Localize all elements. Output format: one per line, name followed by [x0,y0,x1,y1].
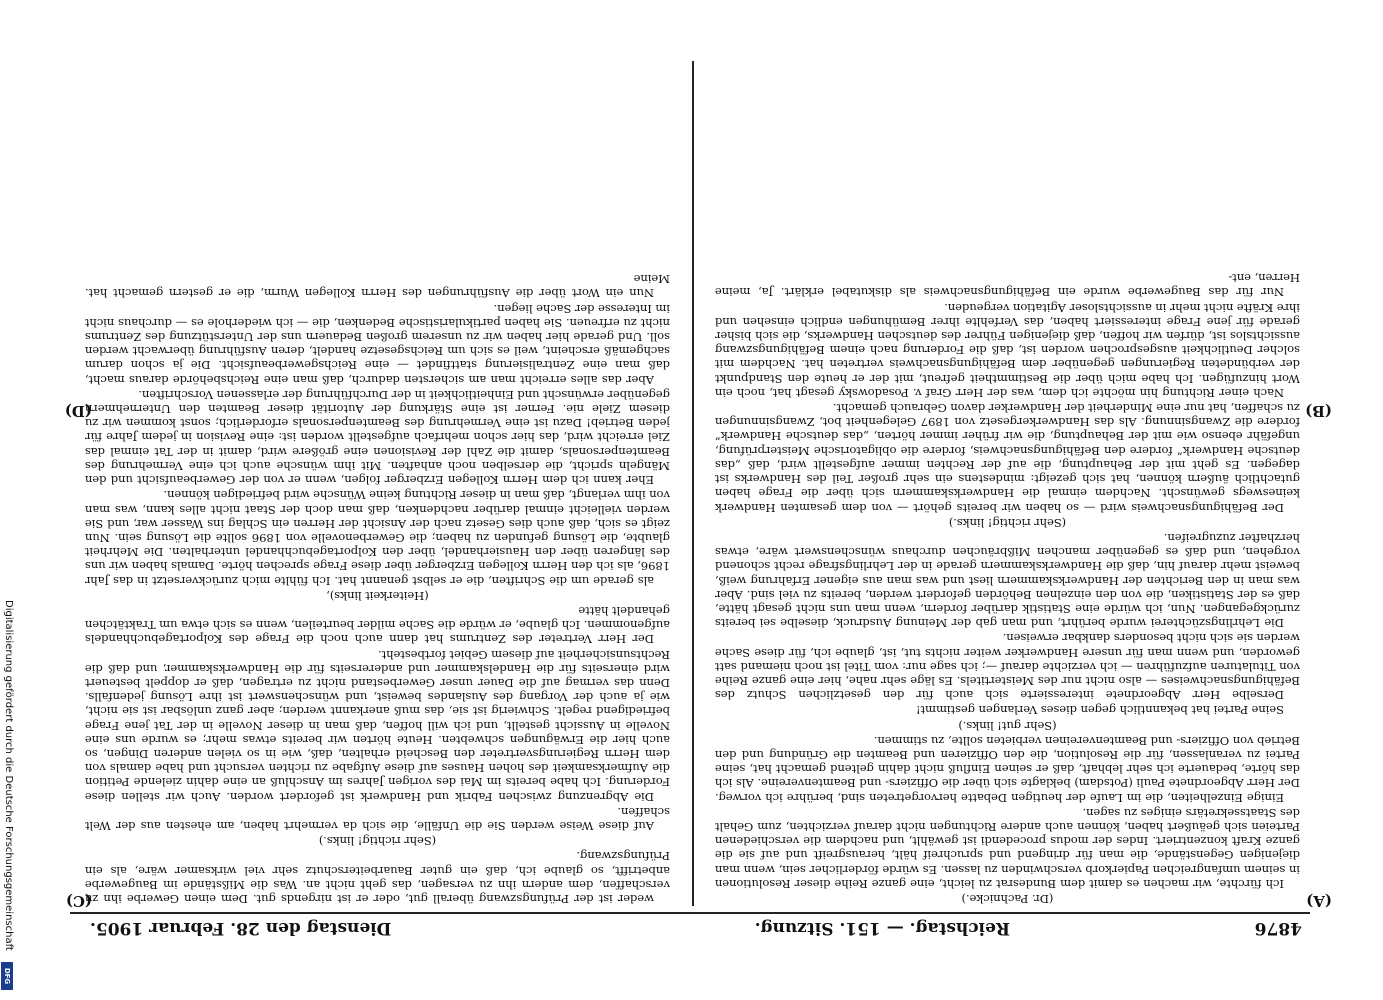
paragraph: (Heiterkeit links), [326,588,429,603]
page-number: 4876 [1254,918,1302,938]
margin-marker-a: (A) [1306,892,1332,910]
paragraph: Derselbe Herr Abgeordnete interessierte sich auch für den gesetzlichen Schutz des Befähigungsnachweises — also nicht nur des Meistertitels. Es läge sehr nahe, hier eine ganze Reihe von Titulaturen aufzuführen — ich verzichte darauf —; ich sage nur: vom Titel ist noch niemand satt geworden, und wenn man für unsere Handwerker weiter nichts tut, ist, glaube ich, für diese Sache werden sie sich nicht besonders dankbar erweisen. [715,631,1300,703]
paragraph: Ich fürchte, wir machen es damit dem Bundesrat zu leicht, eine ganze Reihe dieser Resolutionen in seinem umfangreichen Papierkorb verschwinden zu lassen. Es würde förderlicher sein, wenn man diejenigen Gegenstände, die man für dringend und spruchreif hält, herausgreift und auf sie die ganze Kraft konzentriert. Indes der modus procedendi ist gewählt, und nachdem die verschiedenen Parteien sich geäußert haben, können auch andere Richtungen nicht darauf verzichten, zum Gehalt des Staatssekretärs einiges zu sagen. [715,805,1300,891]
paragraph: Nun ein Wort über die Ausführungen des Herrn Kollegen Wurm, die er gestern gemacht hat. Meine [85,272,670,301]
session-title: Reichstag. — 151. Sitzung. [754,918,1010,938]
margin-marker-c: (C) [65,892,92,910]
column-divider [692,61,694,906]
paragraph: Nach einer Richtung hin möchte ich dem, was der Herr Graf v. Posadowsky gesagt hat, noch ein Wort hinzufügen. Ich habe mich über die Bestimmtheit gefreut, mit der er heute den Standpunkt der verbündeten Regierungen gegenüber dem Befähigungsnachweis vertreten hat. Nachdem mit solcher Deutlichkeit ausgesprochen worden ist, daß die Forderung nach einem Befähigungszwang aussichtslos ist, dürfen wir hoffen, daß diejenigen Führer des deutschen Handwerks, die sich bisher gerade für jene Frage interessiert haben, das Verfehlte ihrer Bemühungen endlich einsehen und ihre Kräfte nicht mehr in aussichtsloser Agitation vergeuden. [715,300,1300,400]
paragraph: Die Abgrenzung zwischen Fabrik und Handwerk ist gefordert worden. Auch wir stellen diese Forderung. Ich habe bereits im Mai des vorigen Jahres im Anschluß an eine dahin zielende Petition die Aufmerksamkeit des hohen Hauses auf diese Aufgabe zu richten versucht und habe damals von dem Herrn Regierungsvertreter den Bescheid erhalten, daß, wie in so vielen anderen Dingen, so auch hier die Erwägungen schwebten. Heute hörten wir bereits etwas mehr; es wurde uns eine Novelle in Aussicht gestellt, und ich will hoffen, daß man in dieser Novelle in der Tat jene Frage befriedigend regelt. Schwierig ist sie, das muß anerkannt werden; aber ganz unlösbar ist sie nicht, wie ja auch der Vorgang des Auslandes beweist, und wünschenswert ist ihre Lösung jedenfalls. Denn das vermag auf die Dauer unser Gewerbestand nicht zu ertragen, daß er doppelt besteuert wird einerseits für die Handelskammer und andererseits für die Handwerkskammer, und daß die Rechtsunsicherheit auf diesem Gebiet fortbesteht. [85,647,670,804]
paragraph: (Sehr richtig! links.) [318,834,437,849]
paragraph: Aber das alles erreicht man am sichersten dadurch, daß man eine Reichsbehörde daraus macht, daß man eine Zentralisierung stattfindet — eine Reichsgewerbeaufsicht. Die ja schon darum sachgemäß erscheint, weil es sich um Reichsgesetze handelt, deren Ausführung überwacht werden soll. Und gerade hier haben wir zu unserem großen Bedauern uns der Unterstützung des Zentrums nicht zu erfreuen. Sie haben partikularistische Bedenken, die — ich wiederhole es — durchaus nicht im Interesse der Sache liegen. [85,301,670,387]
margin-marker-b: (B) [1305,402,1332,420]
paragraph: Eher kann ich dem Herrn Kollegen Erzberger folgen, wenn er von der Gewerbeaufsicht und den Mängeln spricht, die derselben noch anhaften. Mit ihm wünsche auch ich eine Vermehrung des Beamtenpersonals, damit die Zahl der Revisionen eine größere wird, damit in der Tat einmal das Ziel erreicht wird, das hier schon mehrfach aufgestellt worden ist: eine Revision in jedem Jahre für jeden Betrieb! Dazu ist eine Vermehrung des Beamtenpersonals erforderlich; sonst kommen wir zu diesem Ziele nie. Ferner ist eine Stärkung der Autorität dieser Beamten den Unternehmern gegenüber erwünscht und Einheitlichkeit in der Durchführung der erlassenen Vorschriften. [85,387,670,488]
paragraph: Seine Partei hat bekanntlich gegen dieses Verlangen gestimmt! [916,703,1284,718]
session-date: Dienstag den 28. Februar 1905. [90,918,392,938]
paragraph: (Sehr gut! links.) [958,718,1057,733]
digitization-credit: Digitalisierung gefördert durch die Deutsche Forschungsgemeinschaft [3,600,14,951]
paragraph: weder ist der Prüfungszwang überall gut, oder er ist nirgends gut. Dem einen Gewerbe ihn zu verschaffen, dem andern ihn zu versagen, das geht nicht an. Was die Mißstände im Baugewerbe anbetrifft, so glaube ich, daß ein guter Bauarbeiterschutz sehr viel wirksamer wäre, als ein Prüfungszwang. [85,849,670,906]
paragraph: (Dr. Pachnicke.) [961,892,1054,906]
paragraph: Die Lehrlingszüchterei wurde berührt, und man gab der Meinung Ausdruck, dieselbe sei bereits zurückgegangen. Nun, ich würde eine Statistik darüber fordern, wenn man uns nicht gesagt hätte, daß es der Statistiken, die von den einzelnen Behörden gefordert werden, bereits zu viel sind. Aber was man in den Berichten der Handwerkskammern liest und was man aus eigener Erfahrung weiß, beweist mehr darauf hin, daß die Handwerkskammern gerade in der Lehrlingsfrage recht schonend vorgehen, und daß es gegenüber manchen Mißbräuchen durchaus wünschenswert wäre, etwas herzhafter zuzugreifen. [715,530,1300,631]
dfg-logo [1,962,13,990]
page-header [70,912,1310,940]
paragraph: Auf diese Weise werden Sie die Unfälle, die sich da vermehrt haben, am ehesten aus der Welt schaffen. [85,804,670,833]
rotated-sheet [64,55,1332,940]
paragraph: Nur für das Baugewerbe wurde ein Befähigungsnachweis als diskutabel erklärt. Ja, meine Herren, ent- [715,271,1300,300]
paragraph: als gerade um die Schriften, die er selbst genannt hat. Ich fühlte mich zurückversetzt in das Jahr 1896, als ich den Herrn Kollegen Erzberger über diese Frage sprechen hörte. Damals haben wir uns des längeren über den Hausierhandel, über den Kolportagebuchhandel unterhalten. Die Mehrheit glaubte, die Lösung gefunden zu haben; die Gewerbenovelle von 1896 sollte die Lösung sein. Nun zeigt es sich, daß auch dies Gesetz nach der Ansicht der Herren ein Schlag ins Wasser war, und Sie werden vielleicht einmal darüber nachdenken, daß man doch der Staat nicht alles kann, was man von ihm verlangt, daß man in dieser Richtung keine Wünsche wird befriedigen können. [85,488,670,588]
paragraph: Der Befähigungsnachweis wird — so haben wir bereits gehört — von dem gesamten Handwerk keineswegs gewünscht. Nachdem einmal die Handwerkskammern sich über die Frage haben gutachtlich äußern können, hat sich gezeigt: mindestens ein sehr großer Teil des Handwerks ist dagegen. Es geht mit der Behauptung, die auf der Rechten immer aufgestellt wird, daß „das deutsche Handwerk“ fordere den Befähigungsnachweis, fordere die obligatorische Meisterprüfung, ungefähr ebenso wie mit der Behauptung, die wir früher immer hörten, „das deutsche Handwerk“ fordere die Zwangsinnung. Als das Handwerkergesetz von 1897 Gelegenheit bot, Zwangsinnungen zu schaffen, hat nur eine Minderheit der Handwerker davon Gebrauch gemacht. [715,401,1300,515]
paragraph: Einige Einzelheiten, die im Laufe der heutigen Debatte hervorgetreten sind, berühre ich vorweg. Der Herr Abgeordnete Pauli (Potsdam) beklagte sich über die Offiziers- und Beamtenvereine. Als ich das hörte, bedauerte ich sehr lebhaft, daß er seinen Einfluß nicht dahin geltend gemacht hat, seine Partei zu veranlassen, für die Resolution, die den Offizieren und Beamten die Gründung und den Betrieb von Offiziers- und Beamtenvereinen verbieten sollte, zu stimmen. [715,733,1300,805]
margin-marker-d: (D) [64,402,92,420]
dfg-logo-text: DFG [3,967,11,985]
paragraph: (Sehr richtig! links.) [948,515,1067,530]
right-column [85,61,670,906]
left-column [715,61,1300,906]
paragraph: Der Herr Vertreter des Zentrums hat dann auch noch die Frage des Kolportagebuchhandels aufgenommen. Ich glaube, er würde die Sache milder beurteilen, wenn es sich etwa um Traktätchen gehandelt hätte [85,603,670,647]
